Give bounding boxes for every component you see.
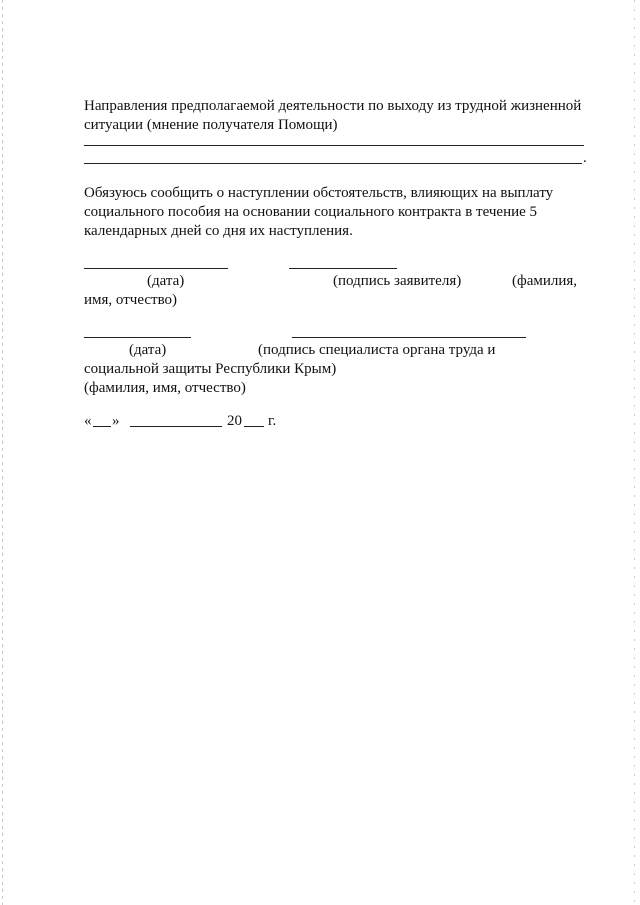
applicant-signature-label: (подпись заявителя) bbox=[333, 273, 462, 289]
scan-edge-left bbox=[2, 0, 3, 905]
specialist-date-line[interactable] bbox=[84, 337, 191, 338]
specialist-signature-line[interactable] bbox=[292, 337, 526, 338]
applicant-signature-line[interactable] bbox=[289, 268, 397, 269]
obligation-line-2: социального пособия на основании социального контракта в течение 5 bbox=[84, 204, 538, 220]
directions-answer-line-1[interactable] bbox=[84, 145, 584, 146]
directions-end-mark: . bbox=[583, 150, 587, 166]
applicant-name-label: (фамилия, bbox=[512, 273, 578, 289]
scan-edge-right bbox=[634, 0, 635, 905]
specialist-date-label: (дата) bbox=[129, 342, 167, 358]
specialist-signature-label: (подпись специалиста органа труда и bbox=[258, 342, 496, 358]
date-close-quote: » bbox=[112, 413, 120, 429]
date-year-suffix: г. bbox=[268, 413, 277, 429]
applicant-date-label: (дата) bbox=[147, 273, 185, 289]
date-day-line[interactable] bbox=[93, 426, 111, 427]
obligation-line-1: Обязуюсь сообщить о наступлении обстоятельств, влияющих на выплату bbox=[84, 185, 554, 201]
obligation-line-3: календарных дней со дня их наступления. bbox=[84, 223, 353, 239]
specialist-name-label: (фамилия, имя, отчество) bbox=[84, 380, 246, 396]
specialist-signature-label-cont: социальной защиты Республики Крым) bbox=[84, 361, 337, 377]
directions-line-2: ситуации (мнение получателя Помощи) bbox=[84, 117, 338, 133]
date-month-line[interactable] bbox=[130, 426, 222, 427]
date-year-prefix: 20 bbox=[227, 413, 242, 429]
directions-line-1: Направления предполагаемой деятельности по выходу из трудной жизненной bbox=[84, 98, 582, 114]
date-open-quote: « bbox=[84, 413, 92, 429]
directions-answer-line-2[interactable] bbox=[84, 163, 582, 164]
date-year-line[interactable] bbox=[244, 426, 264, 427]
applicant-date-line[interactable] bbox=[84, 268, 228, 269]
applicant-name-label-cont: имя, отчество) bbox=[84, 292, 178, 308]
